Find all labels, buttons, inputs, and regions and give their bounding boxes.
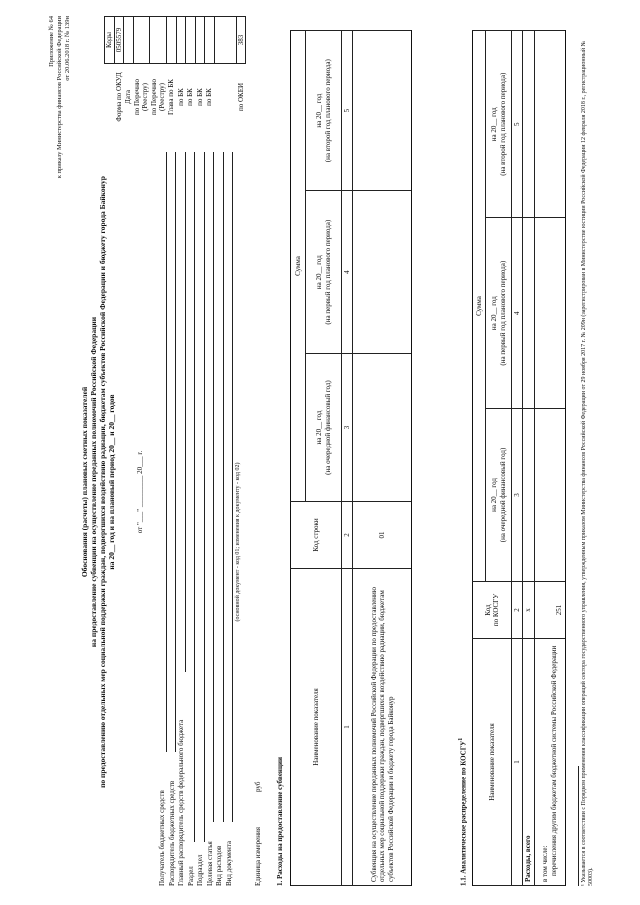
code-value	[167, 17, 177, 64]
col-header-sum: Сумма	[473, 31, 486, 582]
code-value	[124, 17, 134, 64]
doc-kind-hint: (основной документ - код 01; изменения к документу - код 02)	[235, 462, 241, 622]
code-label: Дата	[124, 90, 133, 104]
col-header-code: Код строки	[291, 502, 342, 569]
col-header-code: по КОСГУ	[492, 593, 500, 627]
code-value	[205, 17, 215, 64]
code-value	[150, 17, 167, 64]
field-underline	[223, 152, 224, 822]
appendix-line: Приложение № 64	[48, 16, 55, 67]
title-line: по предоставлению отдельных мер социальной поддержки граждан, подвергшихся воздействию радиации, бюджетам субъектов Российской Федерации и бюджету города Байконур	[98, 176, 107, 788]
col-header-sum: Сумма	[291, 31, 306, 502]
codes-header: Коды	[105, 17, 115, 64]
rotated-document-page	[40, 2, 600, 902]
subvention-row-value	[353, 354, 412, 502]
section11-title-text: 1.1. Аналитическое распределение по КОСГУ	[459, 740, 468, 886]
total-row-value	[523, 218, 534, 408]
requisite-label: Главный распорядитель средств федерального бюджета	[177, 719, 185, 886]
transfer-row-value	[534, 218, 565, 408]
title-line: Обоснования (расчеты) плановых сметных показателей	[80, 386, 89, 578]
code-label: по БК	[205, 88, 214, 106]
appendix-line: к приказу Министерства финансов Российской Федерации	[55, 16, 63, 179]
footnote-text: ¹ Указывается в соответствии с Порядком применения классификации операций сектора государственного управления, утвержденным приказом Министерства финансов Российской Федерации от 29 ноября 2017 г. № 209н (зарегистрирован в Министерстве юстиции Российской Федерации 12 февраля 2018 г., регистрационный № 50003).	[581, 40, 595, 886]
requisite-label: Целевая статья	[205, 841, 214, 886]
field-underline	[166, 152, 167, 752]
requisite-label: Раздел	[186, 866, 195, 886]
transfer-row-value	[534, 408, 565, 581]
year-subheader: (на первый год планового периода)	[323, 219, 332, 325]
field-underline	[185, 152, 186, 672]
column-number: 1	[512, 639, 523, 886]
code-value	[186, 17, 196, 64]
col-header-name: Наименование показателя	[291, 569, 342, 886]
code-label: Глава по БК	[167, 79, 176, 115]
form-date: от "___" _________ 20___ г.	[136, 450, 144, 534]
field-underline	[175, 152, 176, 752]
column-number: 3	[512, 408, 523, 581]
code-label: по БК	[195, 88, 204, 106]
section1-title: 1. Расходы на предоставление субвенции	[276, 756, 284, 886]
total-row-value	[523, 408, 534, 581]
column-number: 4	[512, 218, 523, 408]
unit-label: Единица измерения	[254, 827, 262, 886]
column-number: 5	[512, 31, 523, 218]
total-row-name: Расходы, всего	[523, 639, 534, 886]
section1-table	[290, 30, 412, 886]
codes-table	[104, 16, 246, 130]
subvention-row-value	[353, 191, 412, 354]
year-subheader: (на очередной финансовый год)	[323, 380, 332, 475]
subvention-row-name: Субвенция на осуществление переданных полномочий Российской Федерации по предоставлению отдельных мер социальной поддержки граждан, подвергшихся воздействию радиации, бюджетам субъектов Российской Федерации и бюджету города Байконур	[353, 569, 412, 886]
code-value: 383	[236, 17, 246, 64]
year-header: на 20__ год	[315, 255, 324, 290]
total-row-value	[523, 31, 534, 218]
transfer-row-name: перечисления другим бюджетам бюджетной системы Российской Федерации	[549, 645, 558, 876]
unit-value: руб	[254, 781, 262, 792]
code-value	[214, 17, 236, 64]
code-label: по ОКЕИ	[236, 82, 245, 112]
appendix-line: от 20.06.2018 г. № 139н	[63, 16, 71, 81]
code-label: по БК	[186, 88, 195, 106]
subvention-row-code: 01	[353, 502, 412, 569]
year-header: на 20__ год	[490, 296, 499, 331]
requisite-label: Вид расходов	[215, 845, 223, 886]
section11-table	[472, 30, 566, 886]
transfer-row-code: 251	[534, 582, 565, 639]
requisite-label: Распорядитель бюджетных средств	[167, 780, 176, 886]
title-line: на 20__ год и на плановый период 20__ и 20__ годов	[107, 394, 116, 570]
transfer-row-value	[534, 31, 565, 218]
code-label: по Перечню (Реестру)	[149, 78, 167, 116]
column-number: 5	[342, 31, 353, 191]
subvention-row-value	[353, 31, 412, 191]
code-value: 0505579	[114, 17, 124, 64]
code-label: Форма по ОКУД	[114, 72, 123, 122]
year-header: на 20__ год	[315, 410, 324, 445]
col-header-name: Наименование показателя	[473, 639, 512, 886]
year-header: на 20__ год	[315, 93, 324, 128]
code-value	[176, 17, 186, 64]
column-number: 1	[342, 569, 353, 886]
form-title	[80, 122, 116, 842]
requisite-label: Получатель бюджетных средств	[158, 790, 166, 886]
column-number: 4	[342, 191, 353, 354]
transfer-row-name: в том числе:	[541, 845, 550, 882]
column-number: 2	[512, 582, 523, 639]
code-value	[195, 17, 205, 64]
field-underline	[213, 152, 214, 822]
title-line: на предоставление субвенции на осуществление переданных полномочий Российской Федерации	[89, 316, 98, 648]
year-subheader: (на второй год планового периода)	[498, 72, 507, 176]
requisite-label: Подраздел	[196, 854, 204, 886]
col-header-code: Код	[483, 604, 492, 616]
footnote-rule	[578, 766, 579, 886]
code-label: по БК	[176, 88, 185, 106]
total-row-code: x	[523, 582, 534, 639]
year-subheader: (на второй год планового периода)	[323, 59, 332, 163]
field-underline	[194, 152, 195, 842]
column-number: 3	[342, 354, 353, 502]
requisite-label: Вид документа	[224, 840, 233, 886]
section11-title	[458, 738, 468, 886]
year-subheader: (на очередной финансовый год)	[498, 447, 507, 543]
year-subheader: (на первый год планового периода)	[498, 260, 507, 366]
year-header: на 20__ год	[490, 107, 499, 142]
code-label	[214, 64, 236, 131]
field-underline	[232, 152, 233, 822]
column-number: 2	[342, 502, 353, 569]
code-value	[133, 17, 150, 64]
footnote-mark: 1	[458, 737, 464, 741]
year-header: на 20__ год	[490, 478, 499, 512]
appendix-note	[48, 16, 71, 336]
code-label: по Перечню (Реестру)	[133, 78, 150, 116]
field-underline	[204, 152, 205, 842]
